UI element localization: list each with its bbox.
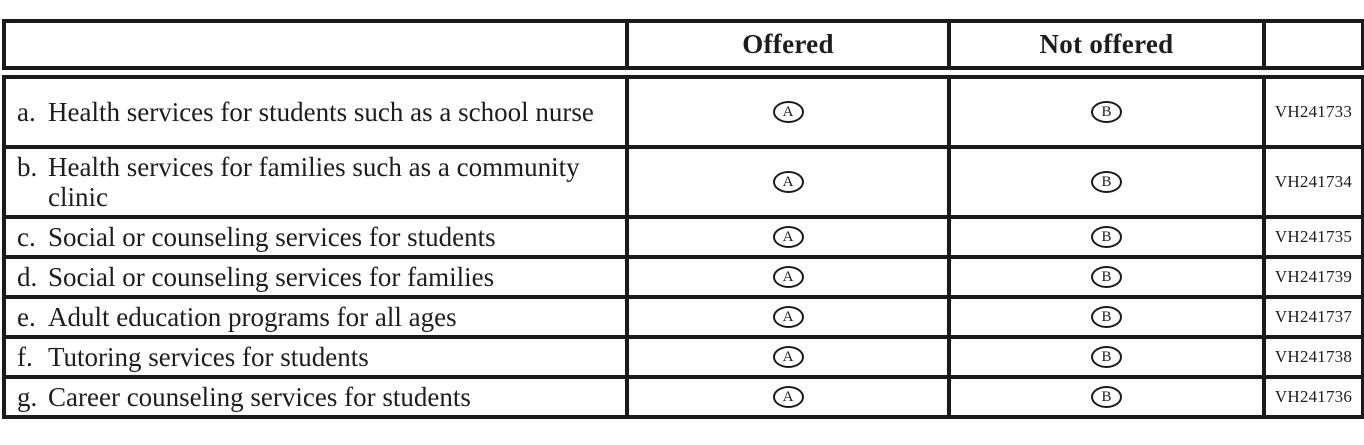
offered-column-header: Offered: [627, 21, 949, 73]
offered-option-bubble[interactable]: [773, 306, 804, 328]
offered-option-bubble[interactable]: [773, 226, 804, 248]
not-offered-option-bubble[interactable]: [1091, 386, 1122, 408]
bubble-letter: A: [782, 174, 794, 190]
row-question: Health services for students such as a school nurse: [48, 97, 594, 127]
row-letter: b.: [17, 152, 38, 182]
not-offered-option-bubble[interactable]: [1091, 306, 1122, 328]
bubble-letter: A: [782, 349, 794, 365]
row-code: VH241736: [1264, 377, 1363, 417]
bubble-letter: B: [1101, 269, 1112, 285]
row-question: Health services for families such as a community clinic: [48, 152, 580, 212]
row-letter: a.: [17, 97, 36, 127]
bubble-letter: A: [782, 389, 794, 405]
bubble-letter: B: [1101, 174, 1112, 190]
not-offered-option-bubble[interactable]: [1091, 226, 1122, 248]
not-offered-option-bubble[interactable]: [1091, 171, 1122, 193]
offered-option-bubble[interactable]: [773, 171, 804, 193]
table-row: [4, 73, 1363, 148]
table-row: [4, 297, 1363, 337]
table-row: [4, 217, 1363, 257]
services-questionnaire-table: [2, 19, 1364, 419]
bubble-letter: A: [782, 229, 794, 245]
bubble-letter: A: [782, 104, 794, 120]
bubble-letter: B: [1101, 389, 1112, 405]
row-letter: g.: [17, 382, 38, 412]
not-offered-option-bubble[interactable]: [1091, 266, 1122, 288]
not-offered-column-header: Not offered: [949, 21, 1264, 73]
row-code: VH241737: [1264, 297, 1363, 337]
bubble-letter: B: [1101, 104, 1112, 120]
row-letter: d.: [17, 262, 38, 292]
code-column-header: [1264, 21, 1363, 73]
table-row: [4, 257, 1363, 297]
row-code: VH241733: [1264, 73, 1363, 148]
row-code: VH241738: [1264, 337, 1363, 377]
row-letter: c.: [17, 222, 36, 252]
row-letter: e.: [17, 302, 36, 332]
row-question: Career counseling services for students: [48, 382, 471, 412]
row-question: Social or counseling services for students: [48, 222, 496, 252]
row-question: Adult education programs for all ages: [48, 302, 457, 332]
offered-option-bubble[interactable]: [773, 101, 804, 123]
row-letter: f.: [17, 342, 33, 372]
row-question: Tutoring services for students: [48, 342, 369, 372]
not-offered-option-bubble[interactable]: [1091, 101, 1122, 123]
bubble-letter: A: [782, 309, 794, 325]
offered-option-bubble[interactable]: [773, 346, 804, 368]
bubble-letter: A: [782, 269, 794, 285]
bubble-letter: B: [1101, 349, 1112, 365]
offered-option-bubble[interactable]: [773, 266, 804, 288]
header-row: [4, 21, 1363, 73]
bubble-letter: B: [1101, 309, 1112, 325]
row-code: VH241735: [1264, 217, 1363, 257]
bubble-letter: B: [1101, 229, 1112, 245]
table-row: [4, 337, 1363, 377]
row-code: VH241739: [1264, 257, 1363, 297]
offered-option-bubble[interactable]: [773, 386, 804, 408]
row-question: Social or counseling services for families: [48, 262, 495, 292]
row-code: VH241734: [1264, 147, 1363, 217]
question-column-header: [4, 21, 627, 73]
table-row: [4, 377, 1363, 417]
not-offered-option-bubble[interactable]: [1091, 346, 1122, 368]
table-row: [4, 147, 1363, 217]
